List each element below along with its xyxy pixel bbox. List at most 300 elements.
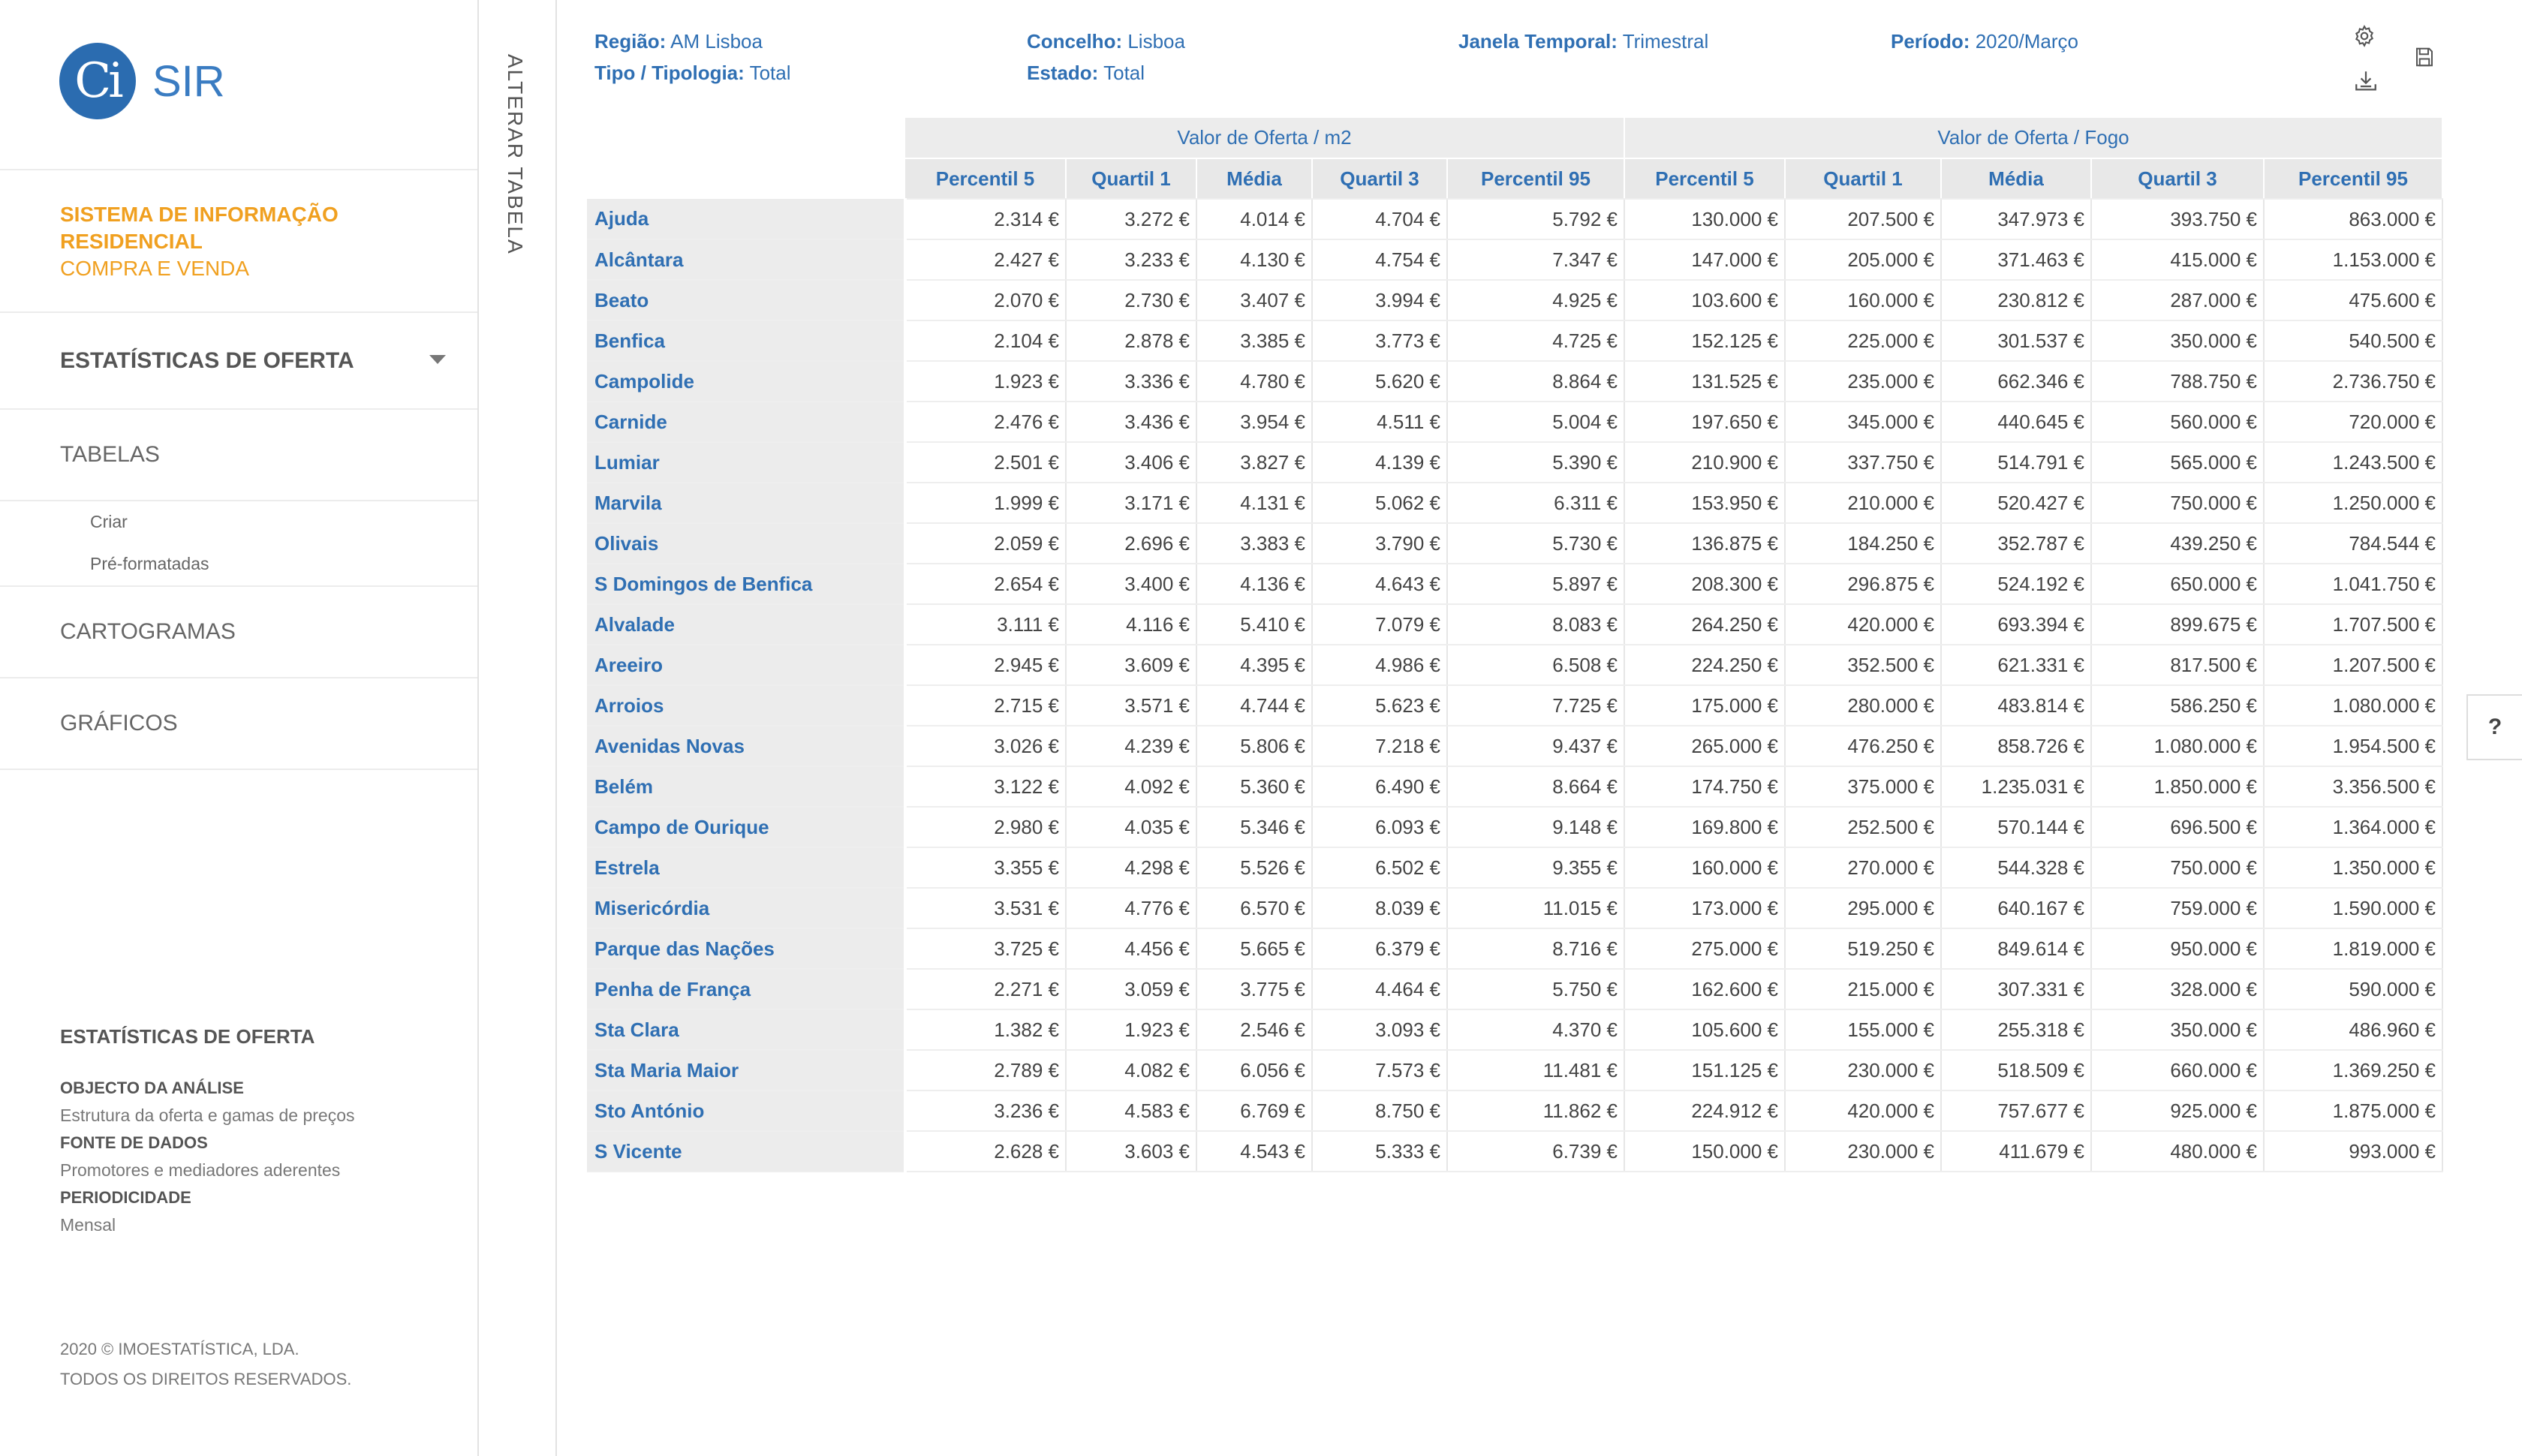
table-cell: 3.790 € (1312, 523, 1447, 564)
table-cell: 950.000 € (2091, 928, 2264, 969)
table-cell: 151.125 € (1624, 1050, 1785, 1090)
table-cell: 1.923 € (905, 361, 1066, 402)
table-cell: 4.130 € (1196, 239, 1312, 280)
table-cell: 5.410 € (1196, 604, 1312, 645)
table-cell: 2.789 € (905, 1050, 1066, 1090)
table-cell: 1.382 € (905, 1009, 1066, 1050)
table-row (587, 564, 2442, 604)
table-cell: 1.923 € (1066, 1009, 1196, 1050)
table-row (587, 523, 2442, 564)
table-cell: 210.000 € (1785, 483, 1941, 523)
table-cell: 155.000 € (1785, 1009, 1941, 1050)
table-corner (587, 158, 905, 199)
row-label: S Vicente (587, 1131, 905, 1172)
table-row (587, 483, 2442, 523)
table-cell: 3.111 € (905, 604, 1066, 645)
table-cell: 4.092 € (1066, 766, 1196, 807)
table-row (587, 1009, 2442, 1050)
table-cell: 8.864 € (1447, 361, 1624, 402)
divider (0, 769, 477, 770)
column-header[interactable]: Quartil 1 (1066, 158, 1196, 199)
table-cell: 6.769 € (1196, 1090, 1312, 1131)
help-icon[interactable] (2466, 694, 2522, 760)
table-cell: 650.000 € (2091, 564, 2264, 604)
table-cell: 475.600 € (2264, 280, 2442, 320)
table-cell: 5.730 € (1447, 523, 1624, 564)
row-label: Beato (587, 280, 905, 320)
table-cell: 8.039 € (1312, 888, 1447, 928)
table-cell: 1.369.250 € (2264, 1050, 2442, 1090)
column-header[interactable]: Percentil 95 (2264, 158, 2442, 199)
table-cell: 295.000 € (1785, 888, 1941, 928)
column-header[interactable]: Quartil 1 (1785, 158, 1941, 199)
table-cell: 4.464 € (1312, 969, 1447, 1009)
info-panel (60, 1025, 450, 1235)
row-label: Sta Maria Maior (587, 1050, 905, 1090)
table-row (587, 199, 2442, 239)
table-cell: 2.878 € (1066, 320, 1196, 361)
table-cell: 4.136 € (1196, 564, 1312, 604)
table-row (587, 604, 2442, 645)
table-cell: 287.000 € (2091, 280, 2264, 320)
table-cell: 307.331 € (1941, 969, 2091, 1009)
table-cell: 136.875 € (1624, 523, 1785, 564)
table-cell: 858.726 € (1941, 726, 2091, 766)
table-cell: 230.812 € (1941, 280, 2091, 320)
table-cell: 1.153.000 € (2264, 239, 2442, 280)
table-cell: 3.400 € (1066, 564, 1196, 604)
filter-type-value: Total (749, 62, 791, 84)
table-cell: 621.331 € (1941, 645, 2091, 685)
table-cell: 6.739 € (1447, 1131, 1624, 1172)
table-cell: 660.000 € (2091, 1050, 2264, 1090)
table-cell: 4.780 € (1196, 361, 1312, 402)
table-cell: 207.500 € (1785, 199, 1941, 239)
column-header[interactable]: Quartil 3 (2091, 158, 2264, 199)
row-label: Belém (587, 766, 905, 807)
table-cell: 4.239 € (1066, 726, 1196, 766)
info-source-label: FONTE DE DADOS (60, 1133, 208, 1152)
filter-state-label: Estado: (1027, 62, 1099, 84)
table-cell: 6.490 € (1312, 766, 1447, 807)
group-header-m2: Valor de Oferta / m2 (905, 118, 1624, 158)
table-cell: 486.960 € (2264, 1009, 2442, 1050)
table-cell: 2.476 € (905, 402, 1066, 442)
divider (0, 169, 477, 170)
table-cell: 9.148 € (1447, 807, 1624, 847)
table-cell: 235.000 € (1785, 361, 1941, 402)
subnav-item-preformatted[interactable]: Pré-formatadas (90, 554, 209, 573)
table-cell: 3.571 € (1066, 685, 1196, 726)
table-row (587, 847, 2442, 888)
table-cell: 696.500 € (2091, 807, 2264, 847)
table-cell: 7.573 € (1312, 1050, 1447, 1090)
filter-time-window-value: Trimestral (1622, 30, 1709, 53)
table-cell: 328.000 € (2091, 969, 2264, 1009)
table-cell: 174.750 € (1624, 766, 1785, 807)
filter-time-window (1458, 30, 1708, 53)
table-cell: 1.954.500 € (2264, 726, 2442, 766)
table-cell: 519.250 € (1785, 928, 1941, 969)
table-cell: 11.862 € (1447, 1090, 1624, 1131)
table-cell: 1.850.000 € (2091, 766, 2264, 807)
table-cell: 3.603 € (1066, 1131, 1196, 1172)
table-cell: 4.725 € (1447, 320, 1624, 361)
table-cell: 11.015 € (1447, 888, 1624, 928)
table-group-header-row (587, 118, 2442, 158)
filter-region-value: AM Lisboa (670, 30, 763, 53)
table-cell: 899.675 € (2091, 604, 2264, 645)
logo[interactable] (59, 43, 225, 119)
filter-period-value: 2020/Março (1975, 30, 2078, 53)
table-cell: 817.500 € (2091, 645, 2264, 685)
change-table-label[interactable]: ALTERAR TABELA (504, 54, 527, 255)
table-cell: 640.167 € (1941, 888, 2091, 928)
table-cell: 352.787 € (1941, 523, 2091, 564)
table-cell: 1.350.000 € (2264, 847, 2442, 888)
row-label: Estrela (587, 847, 905, 888)
table-cell: 173.000 € (1624, 888, 1785, 928)
table-cell: 586.250 € (2091, 685, 2264, 726)
table-row (587, 888, 2442, 928)
table-cell: 2.501 € (905, 442, 1066, 483)
table-cell: 2.696 € (1066, 523, 1196, 564)
table-cell: 2.271 € (905, 969, 1066, 1009)
table-cell: 750.000 € (2091, 847, 2264, 888)
table-cell: 5.623 € (1312, 685, 1447, 726)
table-cell: 2.715 € (905, 685, 1066, 726)
table-row (587, 1131, 2442, 1172)
table-row (587, 766, 2442, 807)
table-cell: 3.356.500 € (2264, 766, 2442, 807)
table-cell: 9.437 € (1447, 726, 1624, 766)
table-cell: 3.122 € (905, 766, 1066, 807)
logo-text: SIR (152, 56, 225, 106)
table-cell: 301.537 € (1941, 320, 2091, 361)
filter-region (594, 30, 763, 53)
table-cell: 4.744 € (1196, 685, 1312, 726)
filter-period (1891, 30, 2078, 53)
row-label: S Domingos de Benfica (587, 564, 905, 604)
row-label: Benfica (587, 320, 905, 361)
table-cell: 3.406 € (1066, 442, 1196, 483)
brand-line-3: COMPRA E VENDA (60, 257, 250, 280)
filter-municipality (1027, 30, 1185, 53)
table-cell: 3.725 € (905, 928, 1066, 969)
table-cell: 2.059 € (905, 523, 1066, 564)
row-label: Penha de França (587, 969, 905, 1009)
nav-item-cartograms[interactable]: CARTOGRAMAS (60, 619, 236, 644)
filter-state-value: Total (1103, 62, 1145, 84)
table-cell: 5.390 € (1447, 442, 1624, 483)
divider (0, 408, 477, 410)
table-cell: 2.104 € (905, 320, 1066, 361)
table-cell: 4.704 € (1312, 199, 1447, 239)
table-cell: 160.000 € (1624, 847, 1785, 888)
filter-type-label: Tipo / Tipologia: (594, 62, 745, 84)
table-cell: 2.546 € (1196, 1009, 1312, 1050)
table-cell: 131.525 € (1624, 361, 1785, 402)
table-row (587, 928, 2442, 969)
row-label: Areeiro (587, 645, 905, 685)
table-cell: 275.000 € (1624, 928, 1785, 969)
table-cell: 8.716 € (1447, 928, 1624, 969)
table-cell: 6.311 € (1447, 483, 1624, 523)
row-label: Marvila (587, 483, 905, 523)
row-label: Ajuda (587, 199, 905, 239)
table-cell: 2.314 € (905, 199, 1066, 239)
table-cell: 4.139 € (1312, 442, 1447, 483)
table-cell: 2.427 € (905, 239, 1066, 280)
table-cell: 375.000 € (1785, 766, 1941, 807)
table-cell: 264.250 € (1624, 604, 1785, 645)
table-cell: 411.679 € (1941, 1131, 2091, 1172)
filter-type (594, 62, 791, 85)
table-cell: 4.511 € (1312, 402, 1447, 442)
table-cell: 3.385 € (1196, 320, 1312, 361)
table-cell: 6.508 € (1447, 645, 1624, 685)
table-cell: 4.583 € (1066, 1090, 1196, 1131)
column-header[interactable]: Percentil 5 (1624, 158, 1785, 199)
table-cell: 524.192 € (1941, 564, 2091, 604)
table-cell: 3.233 € (1066, 239, 1196, 280)
table-cell: 7.725 € (1447, 685, 1624, 726)
brand-line-2: RESIDENCIAL (60, 230, 203, 253)
table-cell: 3.272 € (1066, 199, 1196, 239)
table-cell: 518.509 € (1941, 1050, 2091, 1090)
table-cell: 5.750 € (1447, 969, 1624, 1009)
table-cell: 215.000 € (1785, 969, 1941, 1009)
brand-line-1: SISTEMA DE INFORMAÇÃO (60, 203, 339, 226)
row-label: Alvalade (587, 604, 905, 645)
column-header[interactable]: Média (1941, 158, 2091, 199)
table-cell: 5.620 € (1312, 361, 1447, 402)
table-cell: 3.827 € (1196, 442, 1312, 483)
table-row (587, 280, 2442, 320)
info-periodicity-label: PERIODICIDADE (60, 1188, 191, 1207)
table-row (587, 1050, 2442, 1090)
table-cell: 4.395 € (1196, 645, 1312, 685)
table-cell: 150.000 € (1624, 1131, 1785, 1172)
table-cell: 757.677 € (1941, 1090, 2091, 1131)
info-heading: ESTATÍSTICAS DE OFERTA (60, 1025, 315, 1048)
table-cell: 3.994 € (1312, 280, 1447, 320)
price-table (587, 118, 2443, 1172)
table-cell: 3.171 € (1066, 483, 1196, 523)
table-cell: 415.000 € (2091, 239, 2264, 280)
table-cell: 255.318 € (1941, 1009, 2091, 1050)
table-cell: 440.645 € (1941, 402, 2091, 442)
table-row (587, 1090, 2442, 1131)
table-cell: 2.980 € (905, 807, 1066, 847)
table-cell: 693.394 € (1941, 604, 2091, 645)
table-cell: 993.000 € (2264, 1131, 2442, 1172)
table-cell: 3.236 € (905, 1090, 1066, 1131)
column-header[interactable]: Percentil 5 (905, 158, 1066, 199)
table-cell: 5.665 € (1196, 928, 1312, 969)
table-row (587, 726, 2442, 766)
table-row (587, 239, 2442, 280)
table-cell: 197.650 € (1624, 402, 1785, 442)
table-cell: 2.628 € (905, 1131, 1066, 1172)
filter-period-label: Período: (1891, 30, 1970, 53)
table-cell: 350.000 € (2091, 1009, 2264, 1050)
table-cell: 863.000 € (2264, 199, 2442, 239)
info-object-label: OBJECTO DA ANÁLISE (60, 1078, 244, 1097)
divider (0, 311, 477, 313)
save-icon[interactable] (2408, 41, 2441, 74)
table-cell: 7.079 € (1312, 604, 1447, 645)
table-cell: 1.819.000 € (2264, 928, 2442, 969)
chevron-down-icon[interactable] (429, 355, 446, 364)
table-body (587, 199, 2442, 1172)
table-cell: 162.600 € (1624, 969, 1785, 1009)
table-cell: 420.000 € (1785, 604, 1941, 645)
table-cell: 1.707.500 € (2264, 604, 2442, 645)
row-label: Parque das Nações (587, 928, 905, 969)
table-cell: 540.500 € (2264, 320, 2442, 361)
table-row (587, 685, 2442, 726)
table-cell: 4.014 € (1196, 199, 1312, 239)
column-header[interactable]: Quartil 3 (1312, 158, 1447, 199)
table-cell: 5.526 € (1196, 847, 1312, 888)
table-cell: 759.000 € (2091, 888, 2264, 928)
table-cell: 5.346 € (1196, 807, 1312, 847)
table-cell: 788.750 € (2091, 361, 2264, 402)
table-cell: 1.243.500 € (2264, 442, 2442, 483)
table-cell: 5.897 € (1447, 564, 1624, 604)
table-cell: 520.427 € (1941, 483, 2091, 523)
table-cell: 5.806 € (1196, 726, 1312, 766)
row-label: Avenidas Novas (587, 726, 905, 766)
table-cell: 3.609 € (1066, 645, 1196, 685)
table-cell: 7.347 € (1447, 239, 1624, 280)
table-row (587, 361, 2442, 402)
copyright-line-2: TODOS OS DIREITOS RESERVADOS. (60, 1370, 352, 1388)
table-cell: 11.481 € (1447, 1050, 1624, 1090)
row-label: Alcântara (587, 239, 905, 280)
table-cell: 849.614 € (1941, 928, 2091, 969)
table-cell: 4.456 € (1066, 928, 1196, 969)
table-column-header-row (587, 158, 2442, 199)
gear-icon[interactable] (2348, 20, 2381, 53)
table-cell: 560.000 € (2091, 402, 2264, 442)
table-cell: 3.531 € (905, 888, 1066, 928)
table-cell: 4.925 € (1447, 280, 1624, 320)
table-cell: 4.116 € (1066, 604, 1196, 645)
table-cell: 750.000 € (2091, 483, 2264, 523)
table-cell: 2.654 € (905, 564, 1066, 604)
table-cell: 3.059 € (1066, 969, 1196, 1009)
table-cell: 3.383 € (1196, 523, 1312, 564)
info-object-value: Estrutura da oferta e gamas de preços (60, 1106, 355, 1125)
table-cell: 224.912 € (1624, 1090, 1785, 1131)
filter-region-label: Região: (594, 30, 667, 53)
table-cell: 160.000 € (1785, 280, 1941, 320)
table-cell: 103.600 € (1624, 280, 1785, 320)
table-cell: 296.875 € (1785, 564, 1941, 604)
table-cell: 1.235.031 € (1941, 766, 2091, 807)
table-cell: 6.502 € (1312, 847, 1447, 888)
sidebar (0, 0, 479, 1456)
row-label: Campolide (587, 361, 905, 402)
table-cell: 570.144 € (1941, 807, 2091, 847)
row-label: Campo de Ourique (587, 807, 905, 847)
table-cell: 6.056 € (1196, 1050, 1312, 1090)
subnav-item-create[interactable]: Criar (90, 512, 128, 531)
row-label: Sto António (587, 1090, 905, 1131)
table-cell: 184.250 € (1785, 523, 1941, 564)
column-header[interactable]: Média (1196, 158, 1312, 199)
table-cell: 5.333 € (1312, 1131, 1447, 1172)
table-cell: 1.590.000 € (2264, 888, 2442, 928)
table-cell: 230.000 € (1785, 1131, 1941, 1172)
nav-item-stats[interactable]: ESTATÍSTICAS DE OFERTA (60, 348, 354, 373)
logo-mark: Ci (59, 43, 136, 119)
table-cell: 153.950 € (1624, 483, 1785, 523)
table-cell: 4.082 € (1066, 1050, 1196, 1090)
table-cell: 210.900 € (1624, 442, 1785, 483)
row-label: Sta Clara (587, 1009, 905, 1050)
table-cell: 514.791 € (1941, 442, 2091, 483)
row-label: Arroios (587, 685, 905, 726)
table-row (587, 402, 2442, 442)
table-cell: 7.218 € (1312, 726, 1447, 766)
table-cell: 6.570 € (1196, 888, 1312, 928)
table-cell: 590.000 € (2264, 969, 2442, 1009)
divider (0, 677, 477, 678)
help-tab-label: ? (2487, 714, 2502, 739)
row-label: Carnide (587, 402, 905, 442)
table-cell: 2.736.750 € (2264, 361, 2442, 402)
nav-item-tables[interactable]: TABELAS (60, 442, 160, 467)
table-row (587, 807, 2442, 847)
table-cell: 4.986 € (1312, 645, 1447, 685)
table-cell: 152.125 € (1624, 320, 1785, 361)
table-cell: 483.814 € (1941, 685, 2091, 726)
filter-time-window-label: Janela Temporal: (1458, 30, 1618, 53)
table-cell: 230.000 € (1785, 1050, 1941, 1090)
download-icon[interactable] (2349, 65, 2382, 98)
table-cell: 1.080.000 € (2264, 685, 2442, 726)
row-label: Olivais (587, 523, 905, 564)
table-cell: 3.407 € (1196, 280, 1312, 320)
table-cell: 1.250.000 € (2264, 483, 2442, 523)
nav-item-charts[interactable]: GRÁFICOS (60, 711, 178, 736)
copyright (60, 1334, 351, 1394)
table-corner (587, 118, 905, 158)
table-cell: 3.436 € (1066, 402, 1196, 442)
table-cell: 4.131 € (1196, 483, 1312, 523)
table-cell: 3.355 € (905, 847, 1066, 888)
table-cell: 4.035 € (1066, 807, 1196, 847)
copyright-line-1: 2020 © IMOESTATÍSTICA, LDA. (60, 1340, 299, 1358)
table-cell: 2.730 € (1066, 280, 1196, 320)
table-cell: 5.004 € (1447, 402, 1624, 442)
table-cell: 662.346 € (1941, 361, 2091, 402)
table-cell: 1.364.000 € (2264, 807, 2442, 847)
table-cell: 925.000 € (2091, 1090, 2264, 1131)
table-row (587, 969, 2442, 1009)
table-cell: 5.792 € (1447, 199, 1624, 239)
filter-municipality-label: Concelho: (1027, 30, 1123, 53)
table-cell: 8.083 € (1447, 604, 1624, 645)
table-row (587, 320, 2442, 361)
table-cell: 252.500 € (1785, 807, 1941, 847)
table-cell: 3.775 € (1196, 969, 1312, 1009)
table-cell: 1.999 € (905, 483, 1066, 523)
column-header[interactable]: Percentil 95 (1447, 158, 1624, 199)
